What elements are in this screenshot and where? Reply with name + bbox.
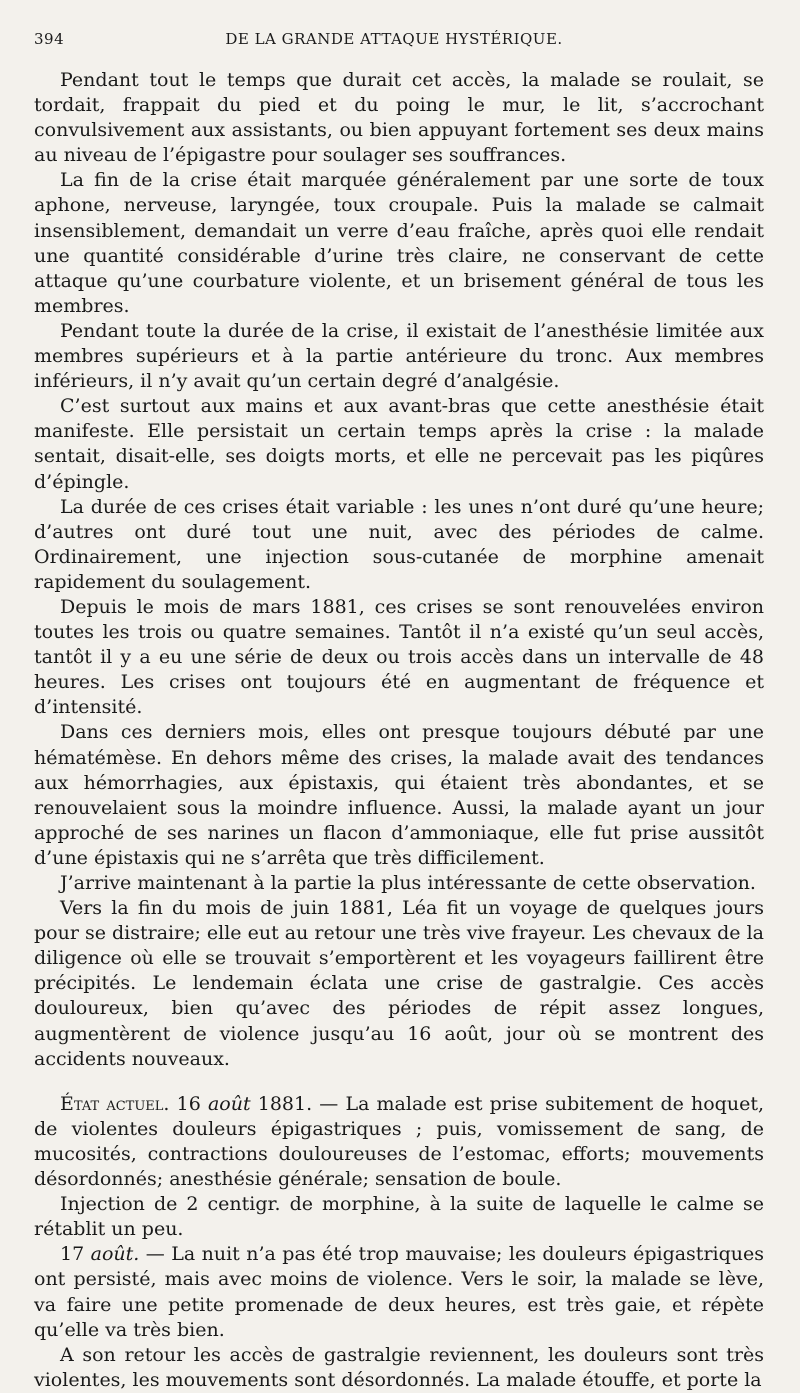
paragraph: Vers la fin du mois de juin 1881, Léa fit un voyage de quelques jours pour se distraire; elle eut au retour une très vive frayeur. Les chevaux de la diligence où elle se trouvait s’emportèrent et les voyageurs faillirent être précipités. Le lendemain éclata une crise de gastralgie. Ces accès douloureux, bien qu’avec des périodes de répit assez longues, augmentèrent de violence jusqu’au 16 août, jour où se montrent des accidents nouveaux. <box>34 897 764 1070</box>
page-number: 394 <box>34 30 65 48</box>
etat-year: 1881. <box>257 1092 313 1115</box>
body-text <box>34 68 764 1393</box>
paragraph: C’est surtout aux mains et aux avant-bras que cette anesthésie était manifeste. Elle persistait un certain temps après la crise : la malade sentait, disait-elle, ses doigts morts, et elle ne percevait pas les piqûres d’épingle. <box>34 395 764 493</box>
etat-text: — La malade est prise subitement de hoquet, de violentes douleurs épigastriques ; puis, vomissement de sang, de mucosités, contractions douloureuses de l’estomac, efforts; mouvements désordonnés; anesthésie générale; sensation de boule. <box>34 1092 765 1191</box>
etat-date: 16 <box>176 1092 201 1115</box>
aout17-text: — La nuit n’a pas été trop mauvaise; les douleurs épigastriques ont persisté, mais avec moins de violence. Vers le soir, la malade se lève, va faire une petite promenade de deux heures, est très gaie, et répète qu’elle va très bien. <box>34 1243 764 1341</box>
last-paragraph: A son retour les accès de gastralgie reviennent, les douleurs sont très violentes, les mouvements sont désordonnés. La malade étouffe, et porte la <box>34 1343 764 1391</box>
etat-actuel-label: État actuel. <box>60 1092 170 1115</box>
paragraph: Dans ces derniers mois, elles ont presque toujours débuté par une hématémèse. En dehors même des crises, la malade avait des tendances aux hémorrhagies, aux épistaxis, qui étaient très abondantes, et se renouvelaient sous la moindre influence. Aussi, la malade ayant un jour approché de ses narines un flacon d’ammoniaque, elle fut prise aussitôt d’une épistaxis qui ne s’arrêta que très difficilement. <box>34 721 764 869</box>
paragraph: La fin de la crise était marquée généralement par une sorte de toux aphone, nerveuse, laryngée, toux croupale. Puis la malade se calmait insensiblement, demandait un verre d’eau fraîche, après quoi elle rendait une quantité considérable d’urine très claire, ne conservant de cette attaque qu’une courbature violente, et un brisement général de tous les membres. <box>34 169 764 317</box>
injection-paragraph: Injection de 2 centigr. de morphine, à la suite de laquelle le calme se rétablit un peu. <box>34 1193 764 1241</box>
etat-actuel-paragraph <box>34 1092 764 1192</box>
aout17-paragraph <box>34 1242 764 1342</box>
aout17-month: août. <box>90 1243 140 1266</box>
paragraph: Pendant tout le temps que durait cet accès, la malade se roulait, se tordait, frappait du pied et du poing le mur, le lit, s’accrochant convulsivement aux assistants, ou bien appuyant fortement ses deux mains au niveau de l’épigastre pour soulager ses souffrances. <box>34 69 764 167</box>
paragraph: J’arrive maintenant à la partie la plus intéressante de cette observation. <box>60 872 756 894</box>
page-header <box>34 30 764 62</box>
paragraph: La durée de ces crises était variable : les unes n’ont duré qu’une heure; d’autres ont duré tout une nuit, avec des périodes de calme. Ordinairement, une injection sous-cutanée de morphine amenait rapidement du soulagement. <box>34 495 764 593</box>
paragraph: Pendant toute la durée de la crise, il existait de l’anesthésie limitée aux membres supérieurs et à la partie antérieure du tronc. Aux membres inférieurs, il n’y avait qu’un certain degré d’analgésie. <box>34 319 764 393</box>
etat-month: août <box>207 1092 251 1115</box>
aout17-date: 17 <box>60 1243 85 1266</box>
paragraph: Depuis le mois de mars 1881, ces crises se sont renouvelées environ toutes les trois ou quatre semaines. Tantôt il n’a existé qu’un seul accès, tantôt il y a eu une série de deux ou trois accès dans un intervalle de 48 heures. Les crises ont toujours été en augmentant de fréquence et d’intensité. <box>34 595 764 719</box>
running-title: DE LA GRANDE ATTAQUE HYSTÉRIQUE. <box>225 30 563 48</box>
